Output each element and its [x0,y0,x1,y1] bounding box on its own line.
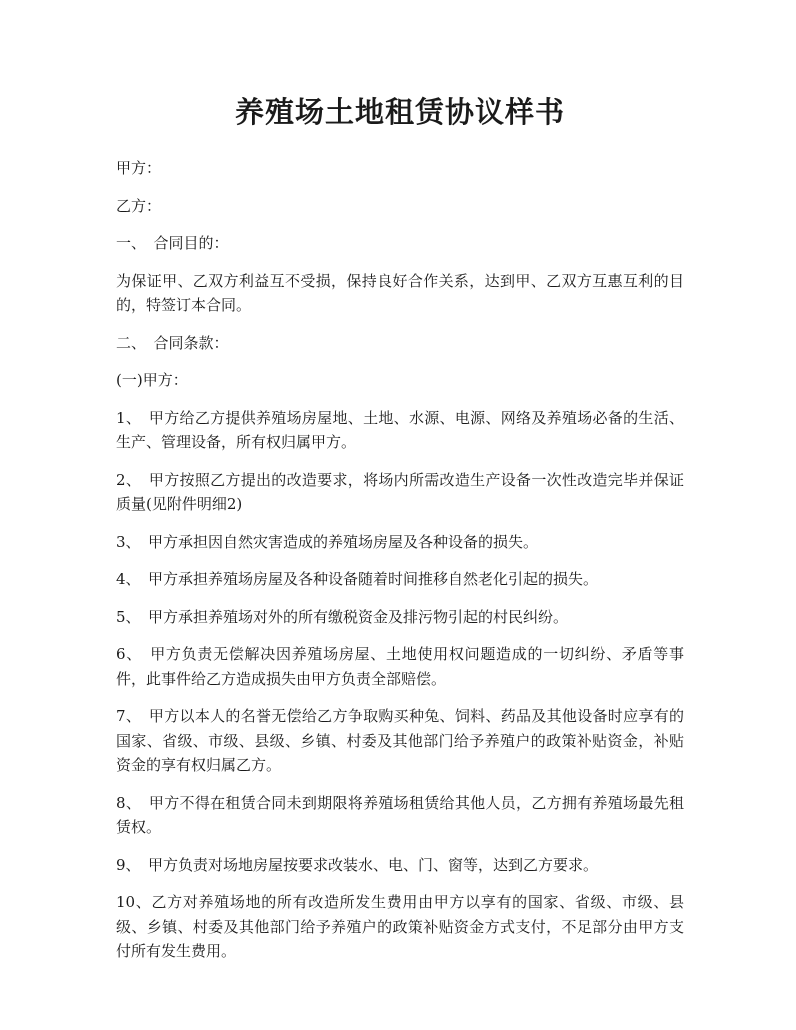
subsection-heading-party-a: (一)甲方： [116,371,188,389]
clause-10: 10、乙方对养殖场地的所有改造所发生费用由甲方以享有的国家、省级、市级、县级、乡镇、村委及其他部门给予养殖户的政策补贴资金方式支付，不足部分由甲方支付所有发生费用。 [116,893,684,960]
party-a-line: 甲方： [116,159,162,177]
party-b-line: 乙方： [116,196,162,215]
clause-1: 1、 甲方给乙方提供养殖场房屋地、土地、水源、电源、网络及养殖场必备的生活、生产、管理设备，所有权归属甲方。 [116,408,684,451]
section-heading-terms: 二、 合同条款： [116,333,229,352]
purpose-text: 为保证甲、乙双方利益互不受损，保持良好合作关系，达到甲、乙双方互惠互利的目的，特签订本合同。 [116,271,684,314]
clause-2: 2、 甲方按照乙方提出的改造要求，将场内所需改造生产设备一次性改造完毕并保证质量(见附件明细2) [116,470,684,513]
clause-5: 5、 甲方承担养殖场对外的所有缴税资金及排污物引起的村民纠纷。 [116,607,569,626]
clause-3: 3、 甲方承担因自然灾害造成的养殖场房屋及各种设备的损失。 [116,532,539,551]
clause-4: 4、 甲方承担养殖场房屋及各种设备随着时间推移自然老化引起的损失。 [116,570,599,588]
clause-8: 8、 甲方不得在租赁合同未到期限将养殖场租赁给其他人员，乙方拥有养殖场最先租赁权。 [116,793,684,836]
section-heading-purpose: 一、 合同目的： [116,234,229,252]
clause-6: 6、 甲方负责无偿解决因养殖场房屋、土地使用权问题造成的一切纠纷、矛盾等事件，此事件给乙方造成损失由甲方负责全部赔偿。 [116,645,684,688]
clause-9: 9、 甲方负责对场地房屋按要求改装水、电、门、窗等，达到乙方要求。 [116,855,599,874]
document-title: 养殖场土地租赁协议样书 [234,95,565,129]
clause-7: 7、 甲方以本人的名誉无偿给乙方争取购买种兔、饲料、药品及其他设备时应享有的国家、省级、市级、县级、乡镇、村委及其他部门给予养殖户的政策补贴资金，补贴资金的享有权归属乙方。 [116,707,684,774]
